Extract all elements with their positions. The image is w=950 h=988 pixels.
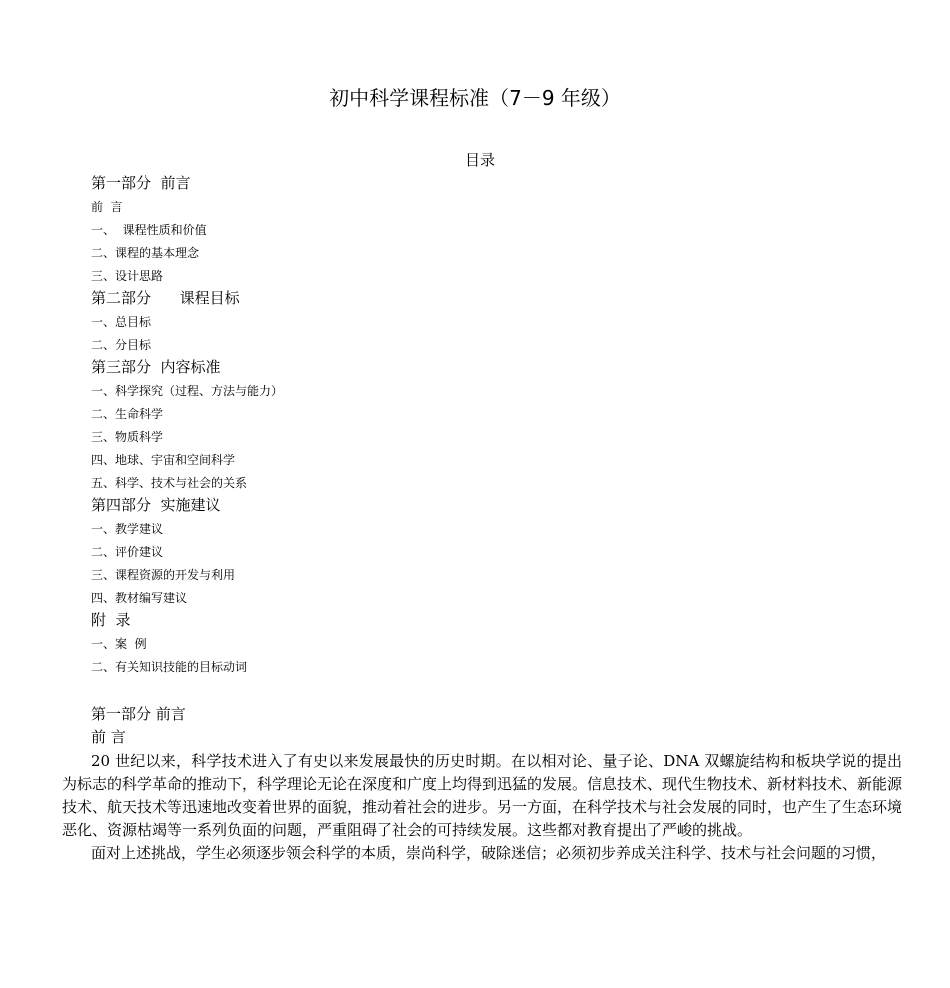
toc-item: 二、课程的基本理念 <box>91 246 200 260</box>
toc-item: 四、地球、宇宙和空间科学 <box>91 453 236 467</box>
toc-item: 一、 课程性质和价值 <box>91 223 207 237</box>
paragraph: 面对上述挑战，学生必须逐步领会科学的本质，崇尚科学，破除迷信；必须初步养成关注科学、技术与社会问题的习惯， <box>91 844 887 862</box>
section-title: 第一部分 前言 <box>91 705 186 723</box>
toc-heading: 目录 <box>464 151 495 169</box>
toc-item: 五、科学、技术与社会的关系 <box>91 476 248 490</box>
toc-part-4: 第四部分 实施建议 <box>91 496 221 514</box>
toc-item: 一、总目标 <box>91 315 152 329</box>
document-title: 初中科学课程标准（7－9 年级） <box>329 86 621 110</box>
toc-item: 三、物质科学 <box>91 430 164 444</box>
toc-item: 前 言 <box>91 200 123 214</box>
toc-item: 二、分目标 <box>91 338 152 352</box>
toc-item: 一、案 例 <box>91 637 147 651</box>
toc-item: 三、设计思路 <box>91 269 164 283</box>
toc-part-2: 第二部分 课程目标 <box>91 289 240 307</box>
body-section <box>62 704 902 865</box>
section-subtitle: 前 言 <box>91 728 126 746</box>
toc-part-3: 第三部分 内容标准 <box>91 358 221 376</box>
toc-item: 二、评价建议 <box>91 545 164 559</box>
toc-item: 二、生命科学 <box>91 407 164 421</box>
toc-item: 一、教学建议 <box>91 522 164 536</box>
toc-part-1: 第一部分 前言 <box>91 174 191 192</box>
paragraph: 20 世纪以来，科学技术进入了有史以来发展最快的历史时期。在以相对论、量子论、DNA 双螺旋结构和板块学说的提出为标志的科学革命的推动下，科学理论无论在深度和广度上均得到迅猛的发展。信息技术、现代生物技术、新材料技术、新能源技术、航天技术等迅速地改变着世界的面貌，推动着社会的进步。另一方面，在科学技术与社会发展的同时，也产生了生态环境恶化、资源枯竭等一系列负面的问题，严重阻碍了社会的可持续发展。这些都对教育提出了严峻的挑战。 <box>62 752 903 839</box>
table-of-contents <box>91 173 871 679</box>
toc-item: 二、有关知识技能的目标动词 <box>91 660 248 674</box>
toc-item: 一、科学探究（过程、方法与能力） <box>91 384 284 398</box>
toc-item: 三、课程资源的开发与利用 <box>91 568 236 582</box>
toc-part-appendix: 附 录 <box>91 611 131 629</box>
toc-item: 四、教材编写建议 <box>91 591 188 605</box>
